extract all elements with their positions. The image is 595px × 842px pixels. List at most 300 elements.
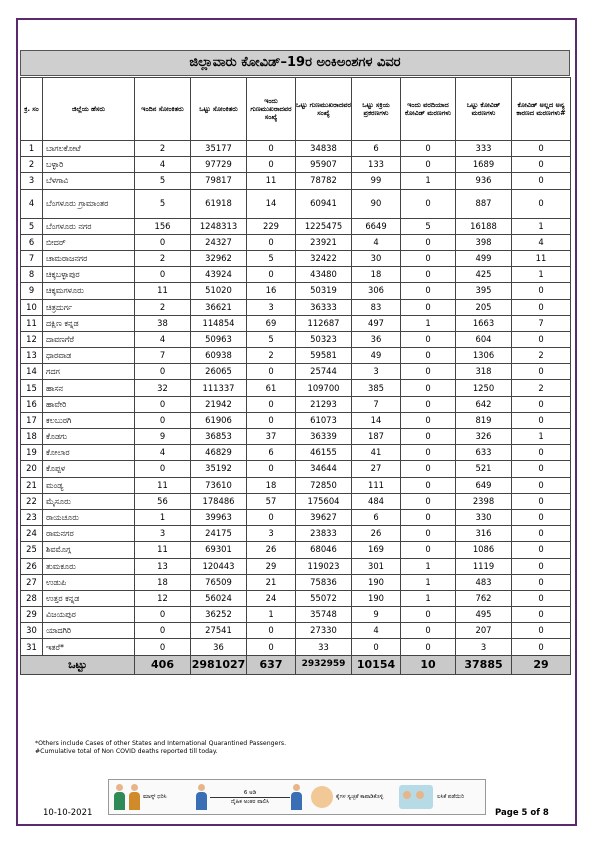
footnote-others: *Others include Cases of other States and International Quarantined Passengers.	[35, 740, 287, 747]
table-cell: 72850	[296, 477, 352, 493]
table-cell: 5	[135, 189, 191, 218]
table-cell: 51020	[191, 283, 247, 299]
table-cell: 0	[401, 607, 456, 623]
table-cell: 34838	[296, 141, 352, 157]
table-cell: 7	[512, 315, 571, 331]
total-cell: 2932959	[296, 655, 352, 674]
table-cell: 1	[512, 267, 571, 283]
district-name: ಬೆಂಗಳೂರು ಗ್ರಾಮಾಂತರ	[43, 189, 135, 218]
page-number: Page 5 of 8	[495, 808, 549, 818]
table-cell: 0	[401, 234, 456, 250]
table-cell: 156	[135, 218, 191, 234]
table-cell: 28	[21, 590, 43, 606]
table-cell: 83	[352, 299, 401, 315]
table-cell: 3	[247, 526, 296, 542]
table-cell: 24327	[191, 234, 247, 250]
table-cell: 0	[401, 493, 456, 509]
table-cell: 0	[401, 141, 456, 157]
vaccine-advice	[399, 780, 483, 814]
person-icon	[290, 783, 303, 811]
district-name: ಧಾರವಾಡ	[43, 348, 135, 364]
table-cell: 21942	[191, 396, 247, 412]
table-cell: 24	[247, 590, 296, 606]
table-cell: 0	[247, 157, 296, 173]
table-cell: 499	[456, 250, 512, 266]
distance-value: 6 ಅಡಿ	[210, 789, 290, 798]
district-name: ರಾಮನಗರ	[43, 526, 135, 542]
total-cell: 10154	[352, 655, 401, 674]
table-row	[21, 189, 571, 218]
table-cell: 12	[21, 331, 43, 347]
table-cell: 425	[456, 267, 512, 283]
table-cell: 0	[401, 396, 456, 412]
table-cell: 133	[352, 157, 401, 173]
header-cell: ಇಂದು ಗುಣಮುಖರಾದವರ ಸಂಖ್ಯೆ	[247, 78, 296, 141]
table-cell: 5	[135, 173, 191, 189]
table-cell: 33	[296, 639, 352, 655]
table-cell: 5	[247, 250, 296, 266]
district-name: ಕೊಪ್ಪಳ	[43, 461, 135, 477]
district-name: ಚಿತ್ರದುರ್ಗ	[43, 299, 135, 315]
table-row	[21, 542, 571, 558]
mask-text: ಮಾಸ್ಕ್ ಧರಿಸಿ	[143, 793, 167, 800]
table-cell: 16	[247, 283, 296, 299]
table-cell: 4	[21, 189, 43, 218]
table-row	[21, 234, 571, 250]
table-cell: 0	[247, 623, 296, 639]
table-cell: 1	[401, 315, 456, 331]
header-cell: ಒಟ್ಟು ಸಕ್ರಿಯ ಪ್ರಕರಣಗಳು	[352, 78, 401, 141]
table-cell: 27	[352, 461, 401, 477]
total-cell: 37885	[456, 655, 512, 674]
table-cell: 2	[247, 348, 296, 364]
table-cell: 27	[21, 574, 43, 590]
table-cell: 0	[247, 509, 296, 525]
table-cell: 2	[135, 299, 191, 315]
table-cell: 1225475	[296, 218, 352, 234]
table-cell: 4	[135, 331, 191, 347]
table-cell: 22	[21, 493, 43, 509]
district-name: ವಿಜಯಪುರ	[43, 607, 135, 623]
table-cell: 6	[21, 234, 43, 250]
header-cell: ಜಿಲ್ಲೆಯ ಹೆಸರು	[43, 78, 135, 141]
table-cell: 50323	[296, 331, 352, 347]
table-row	[21, 623, 571, 639]
table-cell: 484	[352, 493, 401, 509]
table-cell: 39963	[191, 509, 247, 525]
table-cell: 20	[21, 461, 43, 477]
table-row	[21, 250, 571, 266]
table-cell: 497	[352, 315, 401, 331]
table-cell: 0	[247, 412, 296, 428]
table-cell: 97729	[191, 157, 247, 173]
table-cell: 0	[512, 590, 571, 606]
table-cell: 0	[247, 234, 296, 250]
district-name: ಹಾವೇರಿ	[43, 396, 135, 412]
district-name: ಉಡುಪಿ	[43, 574, 135, 590]
table-cell: 60941	[296, 189, 352, 218]
table-cell: 326	[456, 429, 512, 445]
table-cell: 27330	[296, 623, 352, 639]
district-name: ದಕ್ಷಿಣ ಕನ್ನಡ	[43, 315, 135, 331]
table-cell: 395	[456, 283, 512, 299]
table-cell: 819	[456, 412, 512, 428]
table-cell: 6	[247, 445, 296, 461]
table-cell: 229	[247, 218, 296, 234]
table-cell: 24	[21, 526, 43, 542]
table-cell: 11	[21, 315, 43, 331]
table-row	[21, 574, 571, 590]
table-cell: 4	[512, 234, 571, 250]
table-cell: 61	[247, 380, 296, 396]
person-icon	[195, 783, 208, 811]
table-cell: 0	[247, 396, 296, 412]
table-cell: 41	[352, 445, 401, 461]
table-cell: 0	[135, 607, 191, 623]
masked-person-icon	[113, 783, 126, 811]
table-cell: 3	[352, 364, 401, 380]
table-cell: 26	[21, 558, 43, 574]
district-name: ಚಿಕ್ಕಬಳ್ಳಾಪುರ	[43, 267, 135, 283]
header-cell: ಇಂದು ವರದಿಯಾದ ಕೋವಿಡ್ ಮರಣಗಳು	[401, 78, 456, 141]
table-row	[21, 299, 571, 315]
total-label: ಒಟ್ಟು	[21, 655, 135, 674]
table-cell: 521	[456, 461, 512, 477]
table-cell: 61906	[191, 412, 247, 428]
report-date: 10-10-2021	[43, 808, 93, 818]
table-cell: 0	[401, 461, 456, 477]
table-cell: 5	[247, 331, 296, 347]
table-cell: 187	[352, 429, 401, 445]
table-cell: 36333	[296, 299, 352, 315]
table-cell: 330	[456, 509, 512, 525]
table-cell: 59581	[296, 348, 352, 364]
table-cell: 120443	[191, 558, 247, 574]
table-cell: 642	[456, 396, 512, 412]
table-cell: 0	[512, 157, 571, 173]
table-cell: 32422	[296, 250, 352, 266]
table-row	[21, 218, 571, 234]
handwash-advice	[311, 780, 395, 814]
table-cell: 39627	[296, 509, 352, 525]
table-cell: 5	[21, 218, 43, 234]
distance-advice	[195, 780, 307, 814]
table-cell: 2	[21, 157, 43, 173]
table-cell: 29	[21, 607, 43, 623]
table-cell: 3	[247, 299, 296, 315]
covid-district-table	[20, 77, 571, 675]
table-cell: 112687	[296, 315, 352, 331]
table-cell: 0	[352, 639, 401, 655]
table-cell: 887	[456, 189, 512, 218]
hand-wash-icon	[311, 786, 333, 808]
table-cell: 3	[21, 173, 43, 189]
table-row	[21, 141, 571, 157]
table-cell: 0	[401, 639, 456, 655]
table-cell: 0	[512, 574, 571, 590]
table-cell: 0	[135, 623, 191, 639]
table-cell: 2	[512, 380, 571, 396]
table-cell: 0	[135, 639, 191, 655]
table-cell: 35748	[296, 607, 352, 623]
table-cell: 3	[456, 639, 512, 655]
table-cell: 25744	[296, 364, 352, 380]
table-row	[21, 429, 571, 445]
table-cell: 1	[401, 574, 456, 590]
table-cell: 78782	[296, 173, 352, 189]
table-cell: 43480	[296, 267, 352, 283]
table-cell: 36	[191, 639, 247, 655]
table-cell: 23833	[296, 526, 352, 542]
table-cell: 205	[456, 299, 512, 315]
table-row	[21, 331, 571, 347]
total-cell: 637	[247, 655, 296, 674]
table-cell: 61073	[296, 412, 352, 428]
table-cell: 1	[401, 173, 456, 189]
table-cell: 15	[21, 380, 43, 396]
table-cell: 306	[352, 283, 401, 299]
table-cell: 60938	[191, 348, 247, 364]
table-cell: 34644	[296, 461, 352, 477]
table-cell: 0	[401, 364, 456, 380]
table-cell: 30	[21, 623, 43, 639]
table-cell: 0	[512, 526, 571, 542]
table-cell: 0	[247, 639, 296, 655]
district-name: ಕೋಲಾರ	[43, 445, 135, 461]
table-cell: 18	[247, 477, 296, 493]
table-cell: 0	[512, 173, 571, 189]
district-name: ರಾಯಚೂರು	[43, 509, 135, 525]
table-cell: 11	[135, 542, 191, 558]
table-cell: 0	[512, 477, 571, 493]
district-name: ಬೆಂಗಳೂರು ನಗರ	[43, 218, 135, 234]
district-name: ತುಮಕೂರು	[43, 558, 135, 574]
table-cell: 0	[512, 509, 571, 525]
table-cell: 0	[512, 331, 571, 347]
district-name: ಮೈಸೂರು	[43, 493, 135, 509]
table-cell: 18	[135, 574, 191, 590]
table-cell: 14	[21, 364, 43, 380]
table-cell: 762	[456, 590, 512, 606]
table-cell: 333	[456, 141, 512, 157]
table-row	[21, 364, 571, 380]
table-cell: 2	[512, 348, 571, 364]
table-cell: 36621	[191, 299, 247, 315]
table-cell: 1663	[456, 315, 512, 331]
district-name: ಕೊಡಗು	[43, 429, 135, 445]
table-cell: 0	[512, 412, 571, 428]
table-cell: 2	[135, 250, 191, 266]
table-row	[21, 558, 571, 574]
table-cell: 7	[21, 250, 43, 266]
table-cell: 17	[21, 412, 43, 428]
table-cell: 0	[135, 234, 191, 250]
table-cell: 175604	[296, 493, 352, 509]
table-cell: 1250	[456, 380, 512, 396]
table-cell: 0	[401, 299, 456, 315]
district-name: ಹಾಸನ	[43, 380, 135, 396]
table-cell: 79817	[191, 173, 247, 189]
table-cell: 398	[456, 234, 512, 250]
table-row	[21, 157, 571, 173]
table-cell: 0	[512, 189, 571, 218]
district-name: ಕಲಬುರಗಿ	[43, 412, 135, 428]
table-cell: 1	[512, 429, 571, 445]
table-cell: 0	[512, 607, 571, 623]
table-cell: 18	[352, 267, 401, 283]
table-row	[21, 493, 571, 509]
table-cell: 0	[247, 364, 296, 380]
table-cell: 0	[512, 364, 571, 380]
table-cell: 1119	[456, 558, 512, 574]
footnote-non-covid: #Cumulative total of Non COVID deaths reported till today.	[35, 748, 218, 755]
table-cell: 99	[352, 173, 401, 189]
table-cell: 0	[135, 396, 191, 412]
table-cell: 190	[352, 590, 401, 606]
total-cell: 2981027	[191, 655, 247, 674]
table-cell: 0	[401, 542, 456, 558]
table-row	[21, 639, 571, 655]
table-cell: 0	[401, 250, 456, 266]
table-cell: 56	[135, 493, 191, 509]
table-row	[21, 509, 571, 525]
table-cell: 119023	[296, 558, 352, 574]
table-cell: 38	[135, 315, 191, 331]
table-cell: 1	[401, 590, 456, 606]
table-cell: 483	[456, 574, 512, 590]
footnotes	[35, 740, 286, 756]
table-cell: 0	[401, 331, 456, 347]
table-row	[21, 173, 571, 189]
table-cell: 0	[135, 412, 191, 428]
table-cell: 21	[21, 477, 43, 493]
table-cell: 6	[352, 509, 401, 525]
table-cell: 4	[352, 234, 401, 250]
table-row	[21, 461, 571, 477]
table-row	[21, 590, 571, 606]
table-cell: 0	[512, 639, 571, 655]
district-name: ಮಂಡ್ಯ	[43, 477, 135, 493]
table-cell: 32962	[191, 250, 247, 266]
district-name: ಉತ್ತರ ಕನ್ನಡ	[43, 590, 135, 606]
header-cell: ಕೋವಿಡ್ ಅಲ್ಲದ ಅನ್ಯ ಕಾರಣದ ಮರಣಗಳು#	[512, 78, 571, 141]
table-cell: 69	[247, 315, 296, 331]
header-cell: ಇಂದಿನ ಸೋಂಕಿತರು	[135, 78, 191, 141]
table-cell: 1	[247, 607, 296, 623]
district-name: ಗದಗ	[43, 364, 135, 380]
table-cell: 0	[401, 445, 456, 461]
table-cell: 385	[352, 380, 401, 396]
table-cell: 0	[401, 380, 456, 396]
district-name: ಬೆಳಗಾವಿ	[43, 173, 135, 189]
table-cell: 0	[247, 267, 296, 283]
header-row	[21, 78, 571, 141]
table-cell: 0	[512, 542, 571, 558]
table-cell: 0	[401, 348, 456, 364]
table-cell: 169	[352, 542, 401, 558]
table-cell: 90	[352, 189, 401, 218]
table-cell: 0	[512, 283, 571, 299]
table-cell: 8	[21, 267, 43, 283]
table-cell: 68046	[296, 542, 352, 558]
mask-advice	[113, 780, 193, 814]
total-cell: 29	[512, 655, 571, 674]
table-cell: 12	[135, 590, 191, 606]
header-cell: ಒಟ್ಟು ಸೋಂಕಿತರು	[191, 78, 247, 141]
header-cell: ಕ್ರ. ಸಂ	[21, 78, 43, 141]
table-cell: 57	[247, 493, 296, 509]
covid-advisory-banner	[108, 779, 486, 815]
table-cell: 21	[247, 574, 296, 590]
table-row	[21, 380, 571, 396]
table-cell: 0	[401, 283, 456, 299]
table-row	[21, 396, 571, 412]
table-title: ಜಿಲ್ಲಾವಾರು ಕೋವಿಡ್–19ರ ಅಂಕಿಅಂಶಗಳ ವಿವರ	[20, 50, 570, 76]
table-cell: 11	[247, 173, 296, 189]
table-cell: 114854	[191, 315, 247, 331]
table-cell: 11	[135, 477, 191, 493]
total-cell: 10	[401, 655, 456, 674]
table-cell: 936	[456, 173, 512, 189]
vaccination-icon	[399, 785, 433, 809]
table-cell: 111	[352, 477, 401, 493]
district-name: ಇತರೆ*	[43, 639, 135, 655]
district-name: ಚಿಕ್ಕಮಗಳೂರು	[43, 283, 135, 299]
table-cell: 36339	[296, 429, 352, 445]
table-cell: 0	[512, 558, 571, 574]
table-cell: 316	[456, 526, 512, 542]
header-cell: ಒಟ್ಟು ಗುಣಮುಖರಾದವರ ಸಂಖ್ಯೆ	[296, 78, 352, 141]
table-cell: 0	[401, 412, 456, 428]
table-cell: 27541	[191, 623, 247, 639]
table-cell: 25	[21, 542, 43, 558]
table-cell: 73610	[191, 477, 247, 493]
table-cell: 37	[247, 429, 296, 445]
table-cell: 9	[135, 429, 191, 445]
table-cell: 61918	[191, 189, 247, 218]
table-row	[21, 445, 571, 461]
table-cell: 31	[21, 639, 43, 655]
table-cell: 30	[352, 250, 401, 266]
table-cell: 0	[135, 267, 191, 283]
table-cell: 0	[401, 477, 456, 493]
table-cell: 1306	[456, 348, 512, 364]
table-cell: 23	[21, 509, 43, 525]
table-cell: 23921	[296, 234, 352, 250]
table-cell: 9	[352, 607, 401, 623]
masked-person-icon	[128, 783, 141, 811]
table-cell: 55072	[296, 590, 352, 606]
table-cell: 26065	[191, 364, 247, 380]
table-cell: 4	[135, 157, 191, 173]
table-cell: 49	[352, 348, 401, 364]
table-row	[21, 412, 571, 428]
table-row	[21, 267, 571, 283]
table-cell: 75836	[296, 574, 352, 590]
table-row	[21, 477, 571, 493]
table-cell: 0	[247, 461, 296, 477]
table-cell: 4	[352, 623, 401, 639]
table-cell: 0	[512, 461, 571, 477]
district-name: ದಾವಣಗೆರೆ	[43, 331, 135, 347]
table-cell: 11	[135, 283, 191, 299]
table-cell: 0	[512, 299, 571, 315]
handwash-text: ಕೈಗಳ ಸ್ವಚ್ಛತೆ ಕಾಪಾಡಿಕೊಳ್ಳಿ	[336, 794, 384, 800]
table-cell: 13	[21, 348, 43, 364]
table-cell: 190	[352, 574, 401, 590]
table-cell: 10	[21, 299, 43, 315]
table-cell: 1	[135, 509, 191, 525]
